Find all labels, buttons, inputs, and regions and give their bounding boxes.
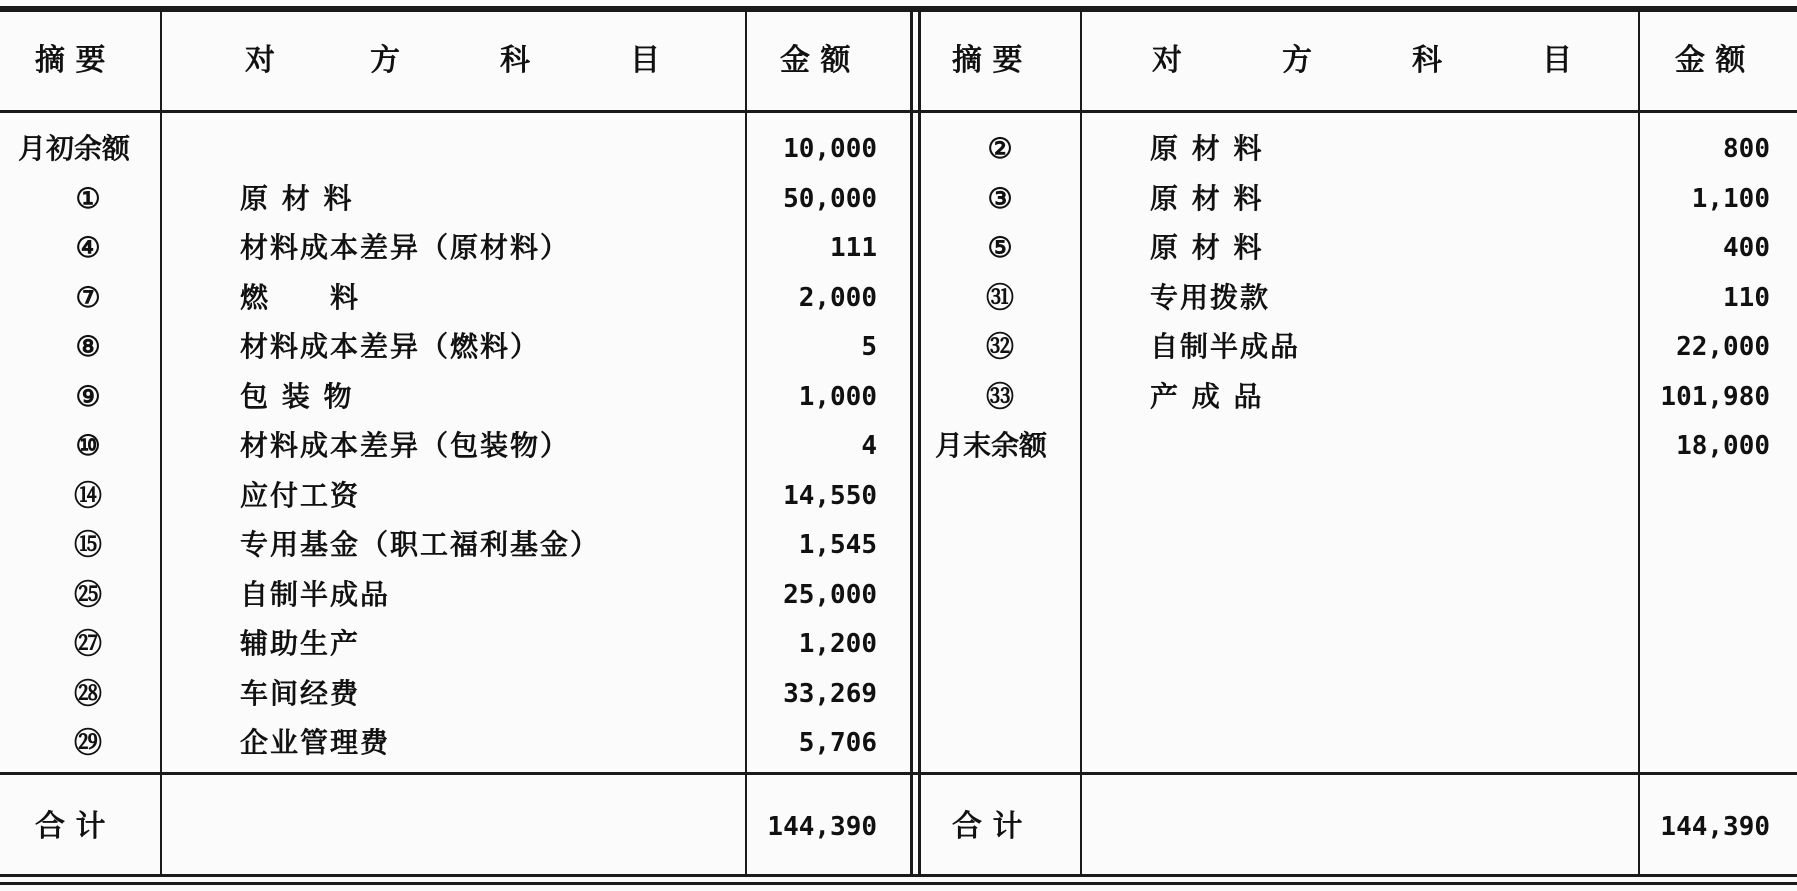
- left-row-amount: 1,200: [798, 629, 877, 659]
- left-row-amount: 1,545: [798, 530, 877, 560]
- right-row-account: 专用拨款: [1150, 280, 1271, 314]
- left-row-amount: 2,000: [798, 282, 877, 313]
- center-rule-1: [910, 6, 913, 876]
- left-row-account: 原 材 料: [240, 181, 354, 215]
- left-row-amount: 111: [830, 233, 877, 263]
- right-row-amount: 800: [1723, 134, 1770, 164]
- left-row-amount: 4: [861, 431, 877, 461]
- right-header-account-2: 方: [1282, 43, 1312, 78]
- right-header-account-1: 对: [1152, 43, 1182, 78]
- right-row-summary: ②: [987, 132, 1013, 165]
- left-row-summary: ⑧: [75, 330, 101, 363]
- left-row-account: 自制半成品: [240, 577, 391, 611]
- left-row-summary: ㉙: [73, 726, 102, 759]
- left-row-account: 车间经费: [240, 676, 361, 710]
- right-header-summary: 摘 要: [952, 43, 1023, 78]
- left-row-amount: 33,269: [783, 678, 877, 709]
- right-header-amount: 金 额: [1675, 43, 1746, 78]
- left-row-account: 材料成本差异（包装物）: [240, 429, 571, 462]
- left-row-summary: ⑨: [75, 379, 101, 413]
- left-row-account: 材料成本差异（燃料）: [240, 330, 541, 363]
- right-row-amount: 1,100: [1691, 183, 1770, 214]
- left-row-account: 专用基金（职工福利基金）: [240, 528, 601, 561]
- left-row-account: 包 装 物: [240, 379, 354, 413]
- left-row-amount: 5,706: [798, 728, 877, 758]
- left-row-account: 燃 料: [240, 280, 361, 314]
- left-row-account: 企业管理费: [240, 726, 391, 759]
- left-row-account: 辅助生产: [240, 627, 361, 660]
- right-row-summary: ③: [987, 181, 1013, 215]
- left-row-amount: 5: [861, 332, 877, 362]
- right-row-summary: 月末余额: [935, 429, 1048, 462]
- left-row-summary: ㉗: [73, 627, 102, 660]
- right-row-account: 产 成 品: [1150, 379, 1264, 413]
- right-row-account: 原 材 料: [1150, 231, 1264, 264]
- right-total-label: 合 计: [952, 809, 1023, 844]
- left-row-summary: ⑩: [75, 429, 101, 462]
- left-total-label: 合 计: [35, 809, 106, 844]
- right-row-summary: ㉜: [985, 330, 1014, 363]
- center-rule-2: [918, 6, 921, 876]
- col-rule-right-summary: [1080, 12, 1082, 874]
- right-row-account: 自制半成品: [1150, 330, 1301, 363]
- col-rule-left-summary: [160, 12, 162, 874]
- left-header-account-1: 对: [245, 43, 275, 78]
- left-row-summary: ⑭: [73, 478, 102, 512]
- left-row-summary: ㉕: [73, 577, 102, 611]
- left-header-account-4: 目: [630, 43, 660, 78]
- left-row-summary: 月初余额: [18, 132, 131, 165]
- header-rule: [0, 110, 1797, 113]
- right-row-account: 原 材 料: [1150, 181, 1264, 215]
- left-header-amount: 金 额: [780, 43, 851, 78]
- left-row-summary: ⑮: [73, 528, 102, 561]
- right-total-amount: 144,390: [1660, 812, 1770, 842]
- col-rule-left-account: [745, 12, 747, 874]
- left-row-amount: 25,000: [783, 579, 877, 610]
- top-rule: [0, 6, 1797, 12]
- left-row-summary: ⑦: [75, 280, 101, 314]
- bottom-rule-2: [0, 882, 1797, 885]
- left-header-account-2: 方: [370, 43, 400, 78]
- right-row-summary: ㉛: [985, 280, 1014, 314]
- right-row-amount: 22,000: [1676, 332, 1770, 362]
- left-row-amount: 14,550: [783, 480, 877, 511]
- left-header-summary: 摘 要: [35, 43, 106, 78]
- right-row-amount: 18,000: [1676, 431, 1770, 461]
- right-row-amount: 101,980: [1660, 381, 1770, 412]
- left-row-account: 材料成本差异（原材料）: [240, 231, 571, 264]
- left-row-amount: 50,000: [783, 183, 877, 214]
- right-row-amount: 400: [1723, 233, 1770, 263]
- right-row-account: 原 材 料: [1150, 132, 1264, 165]
- left-row-account: 应付工资: [240, 478, 361, 512]
- left-row-amount: 1,000: [798, 381, 877, 412]
- right-header-account-3: 科: [1412, 43, 1442, 78]
- left-row-summary: ①: [75, 181, 101, 215]
- total-rule: [0, 772, 1797, 775]
- right-row-summary: ⑤: [987, 231, 1013, 264]
- right-row-summary: ㉝: [985, 379, 1014, 413]
- col-rule-right-account: [1638, 12, 1640, 874]
- left-row-summary: ㉘: [73, 676, 102, 710]
- left-total-amount: 144,390: [767, 812, 877, 842]
- left-header-account-3: 科: [500, 43, 530, 78]
- bottom-rule-1: [0, 874, 1797, 877]
- left-row-summary: ④: [75, 231, 101, 264]
- right-header-account-4: 目: [1542, 43, 1572, 78]
- left-row-amount: 10,000: [783, 134, 877, 164]
- right-row-amount: 110: [1723, 282, 1770, 313]
